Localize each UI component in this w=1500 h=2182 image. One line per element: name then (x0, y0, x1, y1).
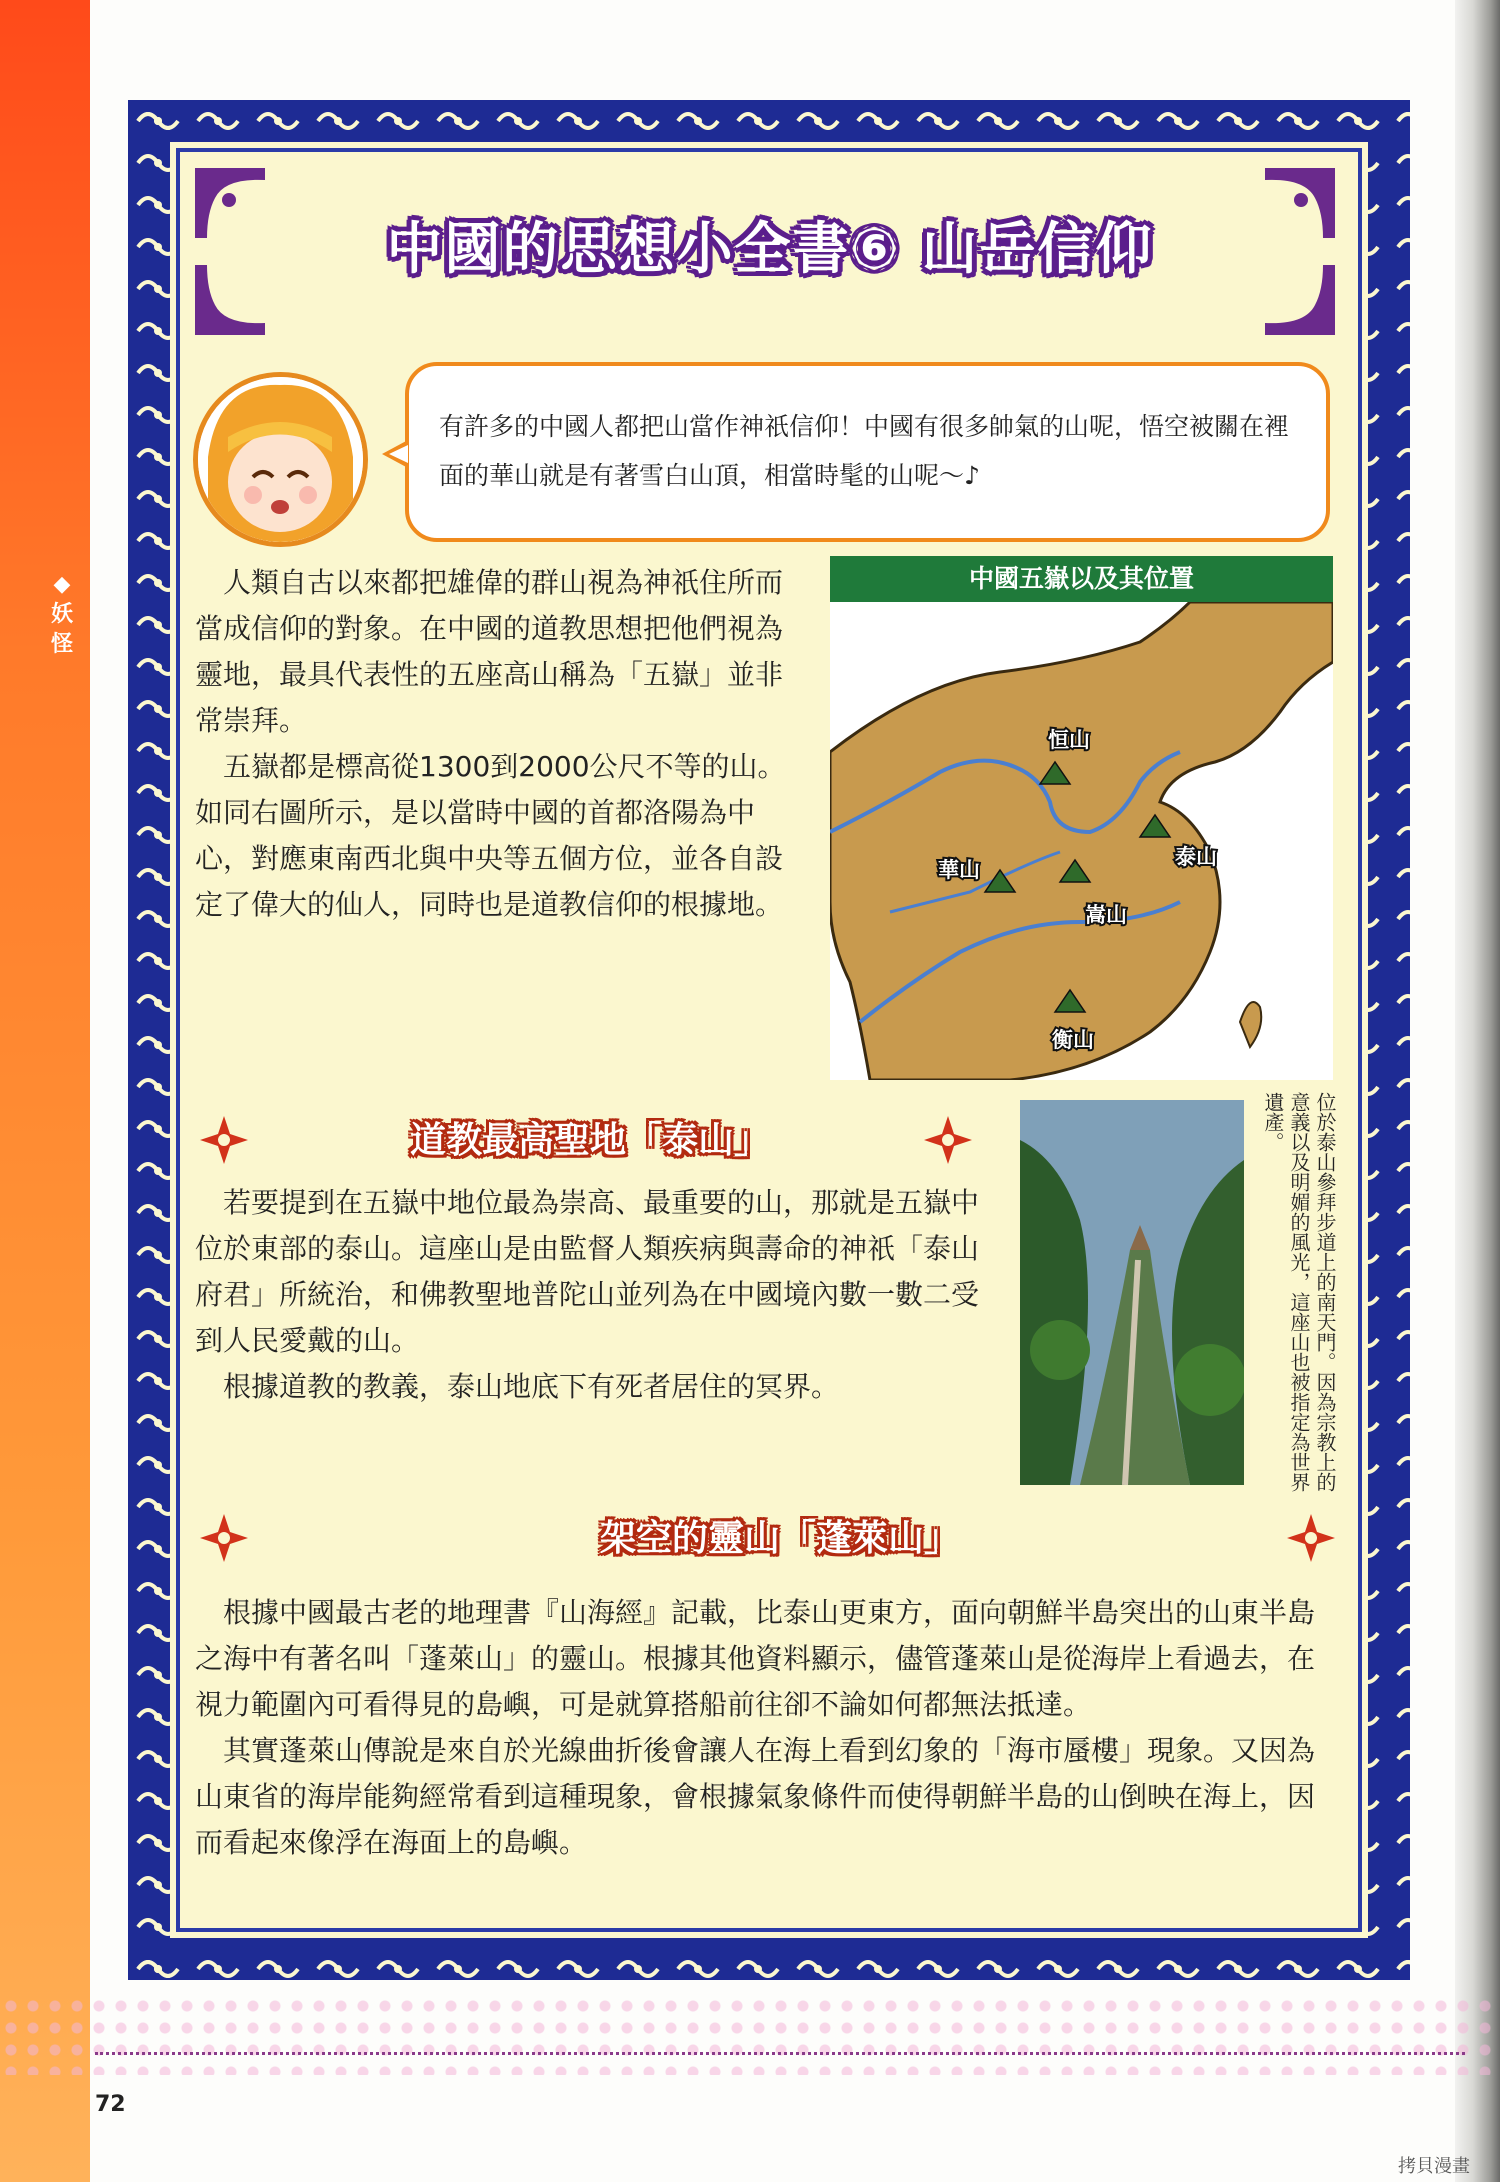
section-1-paragraph-1: 若要提到在五嶽中地位最為崇高、最重要的山，那就是五嶽中位於東部的泰山。這座山是由監督人類疾病與壽命的神祇「泰山府君」所統治，和佛教聖地普陀山並列為在中國境內數一數二受到人民愛戴的山。 (195, 1186, 980, 1357)
map-label-songshan: 嵩山 (1085, 903, 1127, 927)
china-map-illustration (830, 602, 1333, 1080)
side-tab (0, 0, 90, 2182)
page-number: 72 (95, 2092, 126, 2117)
section-1-paragraph-2: 根據道教的教義，泰山地底下有死者居住的冥界。 (223, 1370, 840, 1403)
speech-bubble-tail-inner (389, 445, 408, 463)
dotted-footer-band (0, 1995, 1500, 2075)
section-2-title: 架空的靈山「蓬萊山」 (599, 1517, 960, 1559)
intro-text (195, 560, 810, 928)
page-title-wrap (330, 205, 1210, 295)
speech-bubble (405, 362, 1330, 542)
section-1-header (260, 1108, 920, 1172)
speech-bubble-text: 有許多的中國人都把山當作神祇信仰！中國有很多帥氣的山呢，悟空被關在裡面的華山就是有著雪白山頂，相當時髦的山呢～♪ (439, 412, 1290, 490)
side-tab-label: ◆妖怪 (50, 572, 73, 657)
character-face-icon (198, 377, 363, 542)
map-label-hengshan-north: 恒山 (1048, 728, 1090, 752)
section-1-text (195, 1180, 995, 1410)
corner-ornament-icon (195, 265, 265, 335)
section-2-text (195, 1590, 1335, 1866)
section-2-paragraph-1: 根據中國最古老的地理書『山海經』記載，比泰山更東方，面向朝鮮半島突出的山東半島之海中有著名叫「蓬萊山」的靈山。根據其他資料顯示，儘管蓬萊山是從海岸上看過去，在視力範圍內可看得見的島嶼，可是就算搭船前往卻不論如何都無法抵達。 (195, 1596, 1316, 1721)
section-2-paragraph-2: 其實蓬萊山傳說是來自於光線曲折後會讓人在海上看到幻象的「海市蜃樓」現象。又因為山東省的海岸能夠經常看到這種現象，會根據氣象條件而使得朝鮮半島的山倒映在海上，因而看起來像浮在海面上的島嶼。 (195, 1734, 1316, 1859)
section-ornament-icon (196, 1510, 252, 1566)
taishan-photo (1020, 1100, 1244, 1485)
page-title: 中國的思想小全書⑥ 山岳信仰 (386, 217, 1154, 282)
section-1-title: 道教最高聖地「泰山」 (409, 1119, 770, 1161)
map-label-taishan: 泰山 (1175, 845, 1217, 869)
map-label-hengshan-south: 衡山 (1052, 1028, 1094, 1052)
five-peaks-map (830, 556, 1333, 1080)
map-title: 中國五嶽以及其位置 (830, 556, 1333, 602)
map-label-huashan: 華山 (938, 858, 980, 882)
section-ornament-icon (196, 1112, 252, 1168)
taishan-photo-illustration (1020, 1100, 1244, 1485)
book-spine (1455, 0, 1500, 2182)
corner-ornament-icon (1265, 168, 1335, 238)
intro-paragraph-2: 五嶽都是標高從1300到2000公尺不等的山。如同右圖所示，是以當時中國的首都洛陽為中心，對應東南西北與中央等五個方位，並各自設定了偉大的仙人，同時也是道教信仰的根據地。 (195, 750, 786, 921)
photo-caption: 位於泰山參拜步道上的南天門。因為宗教上的意義以及明媚的風光，這座山也被指定為世界遺產。 (1261, 1092, 1337, 1492)
character-avatar (193, 372, 368, 547)
section-2-header (500, 1506, 1060, 1570)
corner-ornament-icon (1265, 265, 1335, 335)
section-ornament-icon (920, 1112, 976, 1168)
section-ornament-icon (1283, 1510, 1339, 1566)
watermark: 拷貝漫畫 (1398, 2156, 1470, 2177)
corner-ornament-icon (195, 168, 265, 238)
intro-paragraph-1: 人類自古以來都把雄偉的群山視為神祇住所而當成信仰的對象。在中國的道教思想把他們視為靈地，最具代表性的五座高山稱為「五嶽」並非常崇拜。 (195, 566, 784, 737)
footer-divider (95, 2052, 1465, 2055)
